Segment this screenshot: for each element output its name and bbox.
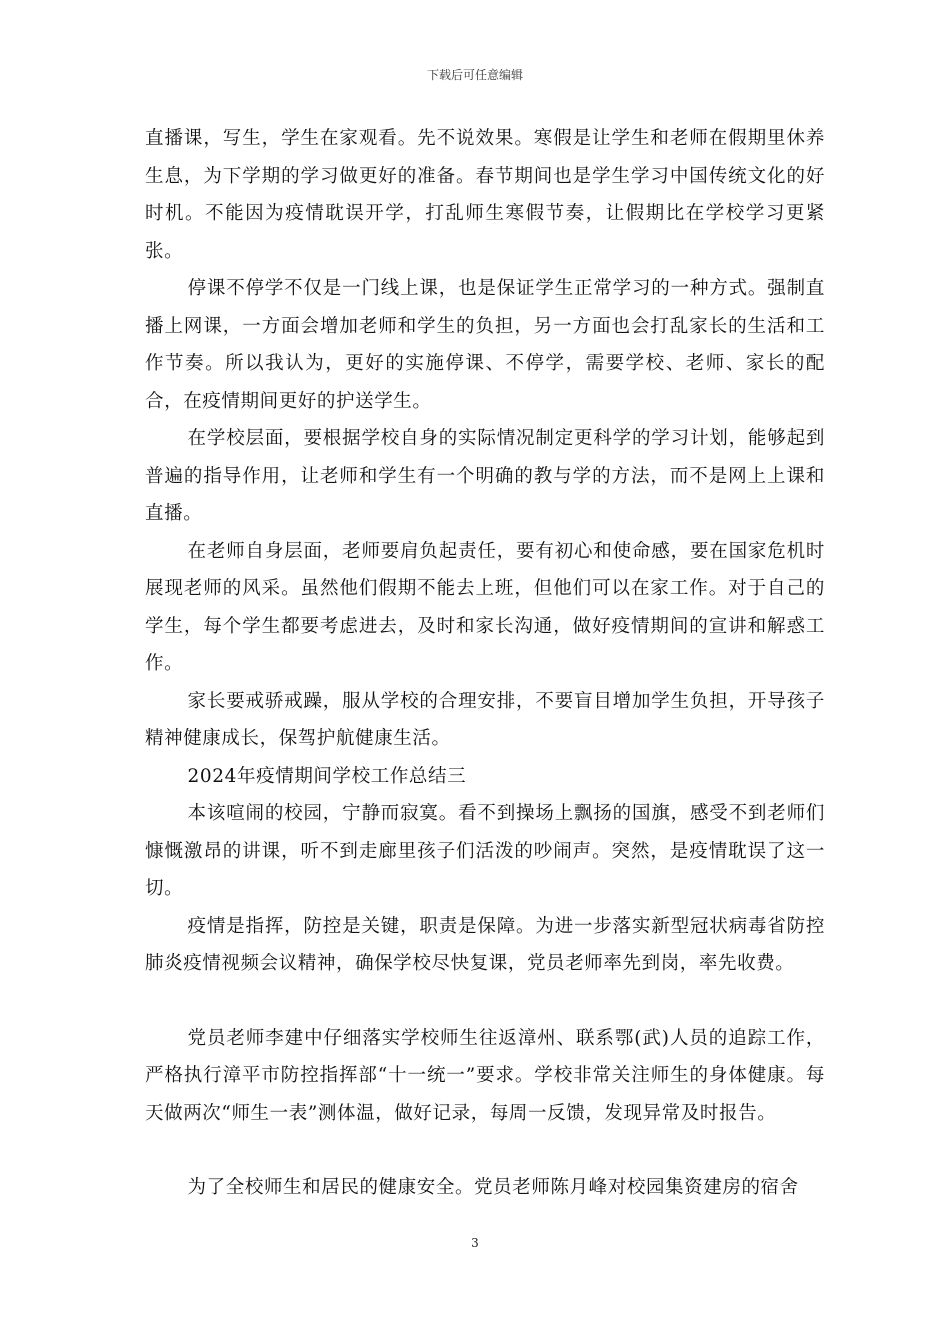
paragraph: 直播课，写生，学生在家观看。先不说效果。寒假是让学生和老师在假期里休养生息，为下学期的学习做更好的准备。春节期间也是学生学习中国传统文化的好时机。不能因为疫情耽误开学，打乱师生寒假节奏，让假期比在学校学习更紧张。	[145, 128, 825, 262]
blank-line	[145, 1132, 825, 1169]
paragraph: 在老师自身层面，老师要肩负起责任，要有初心和使命感，要在国家危机时展现老师的风采。虽然他们假期不能去上班，但他们可以在家工作。对于自己的学生，每个学生都要考虑进去，及时和家长沟通，做好疫情期间的宣讲和解惑工作。	[145, 540, 825, 674]
page-header: 下载后可任意编辑	[426, 68, 523, 82]
paragraph: 党员老师李建中仔细落实学校师生往返漳州、联系鄂(武)人员的追踪工作，严格执行漳平市防控指挥部“十一统一”要求。学校非常关注师生的身体健康。每天做两次“师生一表”测体温，做好记录，每周一反馈，发现异常及时报告。	[145, 1027, 825, 1124]
page-number: 3	[471, 1236, 479, 1250]
paragraph: 为了全校师生和居民的健康安全。党员老师陈月峰对校园集资建房的宿舍	[187, 1177, 799, 1198]
paragraph: 停课不停学不仅是一门线上课，也是保证学生正常学习的一种方式。强制直播上网课，一方面会增加老师和学生的负担，另一方面也会打乱家长的生活和工作节奏。所以我认为，更好的实施停课、不停学，需要学校、老师、家长的配合，在疫情期间更好的护送学生。	[145, 278, 825, 412]
paragraph: 在学校层面，要根据学校自身的实际情况制定更科学的学习计划，能够起到普遍的指导作用，让老师和学生有一个明确的教与学的方法，而不是网上上课和直播。	[145, 428, 825, 524]
paragraph: 疫情是指挥，防控是关键，职责是保障。为进一步落实新型冠状病毒省防控肺炎疫情视频会议精神，确保学校尽快复课，党员老师率先到岗，率先收费。	[145, 915, 825, 974]
document-body	[145, 120, 825, 1207]
paragraph: 本该喧闹的校园，宁静而寂寞。看不到操场上飘扬的国旗，感受不到老师们慷慨激昂的讲课，听不到走廊里孩子们活泼的吵闹声。突然，是疫情耽误了这一切。	[145, 803, 825, 899]
paragraph: 家长要戒骄戒躁，服从学校的合理安排，不要盲目增加学生负担，开导孩子精神健康成长，保驾护航健康生活。	[145, 690, 825, 749]
blank-line	[145, 983, 825, 1020]
section-title: 2024年疫情期间学校工作总结三	[187, 765, 467, 787]
